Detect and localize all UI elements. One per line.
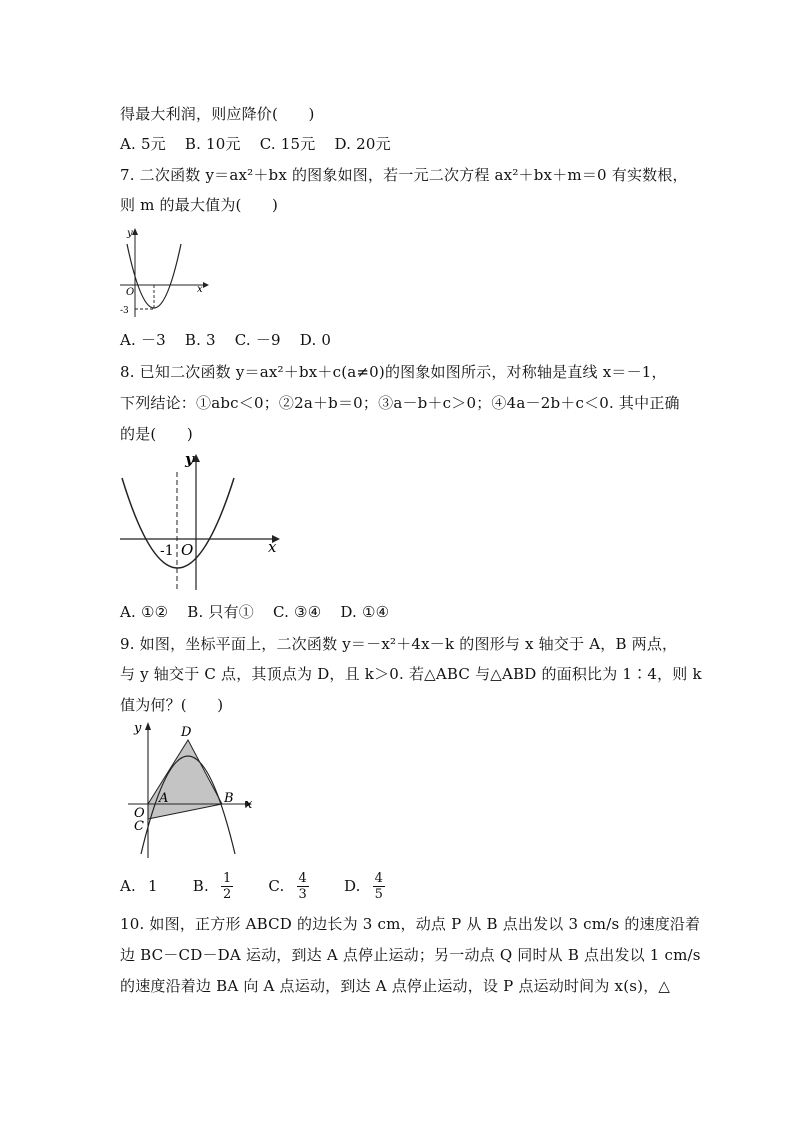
q9-x-label: x	[245, 797, 253, 812]
q9-y-arrow	[145, 722, 151, 730]
q6-option-b[interactable]: B. 10元	[184, 135, 241, 153]
q9-option-a-value: 1	[148, 877, 158, 895]
q10-stem-line1: 10. 如图，正方形 ABCD 的边长为 3 cm，动点 P 从 B 点出发以 3 cm/s 的速度沿着	[120, 915, 701, 933]
q9-option-c-fraction	[297, 871, 309, 902]
q8-y-label: y	[185, 450, 194, 468]
q9-options	[120, 866, 415, 906]
q8-stem-line3: 的是( )	[120, 425, 193, 443]
q8-x-label: x	[268, 538, 277, 556]
q7-min-label: -3	[120, 306, 129, 316]
q9-option-a[interactable]	[120, 866, 158, 906]
q9-b-label: B	[224, 791, 234, 806]
q9-option-b-fraction	[221, 871, 233, 902]
q7-y-arrow	[132, 228, 138, 235]
q9-figure	[118, 718, 268, 866]
q9-option-c-den: 3	[298, 886, 307, 902]
q9-o-label: O	[134, 806, 145, 821]
q9-c-label: C	[134, 819, 144, 834]
q8-stem-line2: 下列结论：①abc＜0；②2a＋b＝0；③a－b＋c＞0；④4a－2b＋c＜0. 其中正确	[120, 394, 680, 412]
q7-option-c[interactable]: C. －9	[234, 331, 281, 349]
q8-origin-label: O	[181, 541, 194, 559]
q8-option-c[interactable]: C. ③④	[272, 603, 322, 621]
q9-option-d[interactable]	[344, 866, 385, 906]
q7-stem-line1: 7. 二次函数 y＝ax²＋bx 的图象如图，若一元二次方程 ax²＋bx＋m＝0 有实数根，	[120, 166, 688, 184]
q9-option-c-label: C.	[268, 877, 285, 895]
q9-option-b-label: B.	[192, 877, 209, 895]
q9-option-b[interactable]	[193, 866, 234, 906]
q10-stem-line3: 的速度沿着边 BA 向 A 点运动，到达 A 点停止运动，设 P 点运动时间为 x(s)，△	[120, 977, 671, 995]
q7-x-label: x	[197, 284, 203, 295]
q6-options	[120, 134, 405, 154]
q10-stem-line2: 边 BC－CD－DA 运动，到达 A 点停止运动；另一动点 Q 同时从 B 点出发以 1 cm/s	[120, 946, 701, 964]
q6-option-c[interactable]: C. 15元	[259, 135, 316, 153]
q9-a-label: A	[159, 791, 169, 806]
q6-option-d[interactable]: D. 20元	[334, 135, 391, 153]
q8-options	[120, 602, 403, 622]
q9-option-b-num: 1	[222, 870, 232, 886]
q8-parabola	[122, 478, 234, 568]
q9-stem-line1: 9. 如图，坐标平面上，二次函数 y＝－x²＋4x－k 的图形与 x 轴交于 A，B 两点，	[120, 635, 678, 653]
q9-option-c[interactable]	[268, 866, 309, 906]
q8-option-d[interactable]: D. ①④	[340, 603, 390, 621]
q7-stem-line2: 则 m 的最大值为( )	[120, 196, 279, 214]
q9-y-label: y	[134, 721, 142, 736]
q9-option-d-label: D.	[343, 877, 361, 895]
q9-stem-line3: 值为何？( )	[120, 696, 224, 714]
q9-option-c-num: 4	[298, 870, 307, 886]
q7-y-label: y	[127, 228, 133, 239]
q6-tail: 得最大利润，则应降价( )	[120, 105, 315, 123]
q9-option-b-den: 2	[222, 886, 232, 902]
q9-option-d-den: 5	[374, 886, 384, 902]
q8-option-b[interactable]: B. 只有①	[187, 603, 254, 621]
q7-option-b[interactable]: B. 3	[184, 331, 216, 349]
q7-options	[120, 330, 345, 350]
q7-figure	[115, 222, 215, 322]
q9-triangle-abc	[148, 804, 222, 819]
q7-option-a[interactable]: A. －3	[120, 331, 166, 349]
q8-option-a[interactable]: A. ①②	[120, 603, 169, 621]
q7-x-arrow	[203, 282, 209, 288]
q9-option-a-label: A.	[120, 877, 137, 895]
q9-option-d-fraction	[373, 871, 385, 902]
q6-option-a[interactable]: A. 5元	[120, 135, 166, 153]
q9-stem-line2: 与 y 轴交于 C 点，其顶点为 D，且 k＞0. 若△ABC 与△ABD 的面积比为 1∶4，则 k	[120, 665, 702, 683]
q7-origin-label: O	[126, 287, 135, 298]
q9-d-label: D	[181, 725, 192, 740]
q8-stem-line1: 8. 已知二次函数 y＝ax²＋bx＋c(a≠0)的图象如图所示，对称轴是直线 x＝－1，	[120, 363, 667, 381]
q7-option-d[interactable]: D. 0	[299, 331, 332, 349]
q9-option-d-num: 4	[374, 870, 384, 886]
q8-axis-label: -1	[160, 543, 174, 559]
q8-figure	[115, 450, 290, 595]
